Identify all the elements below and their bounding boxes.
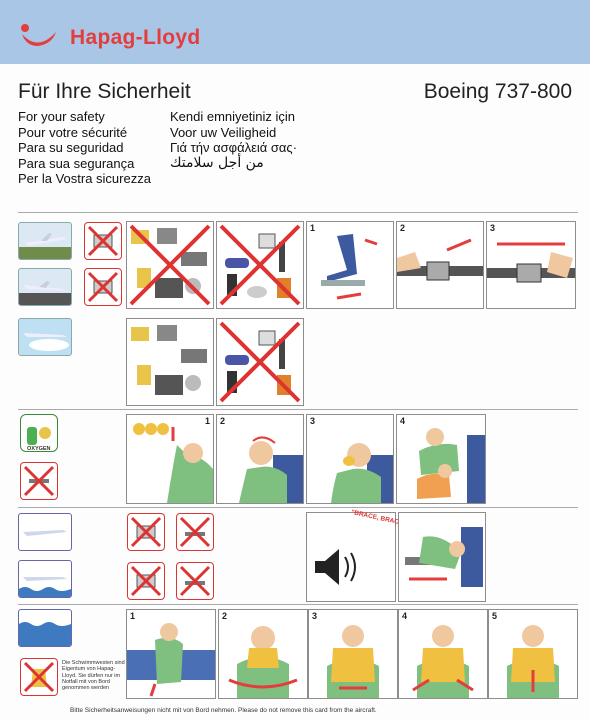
tui-smile-logo-icon: [18, 20, 60, 50]
step-number: 1: [204, 416, 210, 426]
prohibited-devices-panel: [126, 221, 214, 309]
brace-command-text: "BRACE, BRACE: [350, 508, 404, 527]
section-divider: [18, 507, 578, 508]
language-line: Para su seguridad: [18, 140, 124, 155]
no-laptop-icon: [127, 562, 165, 600]
language-line: Per la Vostra sicurezza: [18, 171, 151, 186]
water-icon: [18, 609, 72, 647]
brace-command-panel: [306, 512, 396, 602]
step-number: 1: [130, 611, 136, 621]
step-number: 3: [310, 416, 316, 426]
seat-upright-panel: [306, 221, 394, 309]
oxygen-step-panel: [396, 414, 486, 504]
life-vest-step-panel: [218, 609, 308, 699]
step-number: 2: [222, 611, 228, 621]
language-list-left: [18, 109, 151, 187]
no-laptop-icon: [127, 513, 165, 551]
step-number: 4: [402, 611, 408, 621]
no-tray-icon: [176, 513, 214, 551]
permitted-devices-panel: [126, 318, 214, 406]
language-line: Para sua segurança: [18, 155, 135, 171]
language-line: من أجل سلامتك: [170, 154, 264, 171]
step-number: 2: [400, 223, 406, 233]
brace-position-panel: [398, 512, 486, 602]
no-smoking-icon: [20, 462, 58, 500]
footer-notice: Bitte Sicherheitsanweisungen nicht mit von Bord nehmen. Please do not remove this card from the aircraft.: [70, 707, 377, 714]
brand-name: Hapag-Lloyd: [70, 26, 201, 49]
language-line: Γιά τήν ασφάλειά σας·: [170, 140, 298, 155]
life-vest-step-panel: [488, 609, 578, 699]
life-vest-note: Die Schwimmwesten sind Eigentum von Hapag-Lloyd. Sie dürfen nur im Notfall mit von Bord genommen werden: [62, 660, 125, 692]
no-electronics-icon: [84, 222, 122, 260]
section-divider: [18, 604, 578, 605]
step-number: 3: [312, 611, 318, 621]
life-vest-step-panel: [308, 609, 398, 699]
step-number: 3: [490, 223, 496, 233]
oxygen-step-panel: [216, 414, 304, 504]
seatbelt-fasten-panel: [396, 221, 484, 309]
takeoff-plane-icon: [18, 222, 72, 260]
step-number: 5: [492, 611, 498, 621]
oxygen-step-panel: [306, 414, 394, 504]
section-divider: [18, 409, 578, 410]
no-inflation-inside-icon: [20, 658, 58, 696]
oxygen-step-panel: [126, 414, 214, 504]
landing-plane-icon: [18, 268, 72, 306]
step-number: 2: [220, 416, 226, 426]
language-line: Pour votre sécurité: [18, 124, 128, 140]
prohibited-devices-panel: [216, 221, 304, 309]
step-number: 4: [400, 416, 406, 426]
aircraft-type: Boeing 737-800: [423, 80, 572, 103]
water-landing-plane-icon: [18, 513, 72, 551]
language-line: For your safety: [18, 109, 105, 124]
ditching-plane-icon: [18, 560, 72, 598]
step-number: 1: [310, 223, 316, 233]
no-tray-icon: [176, 562, 214, 600]
life-vest-step-panel: [398, 609, 488, 699]
language-line: Voor uw Veiligheid: [170, 124, 277, 140]
seatbelt-release-panel: [486, 221, 576, 309]
cruise-plane-icon: [18, 318, 72, 356]
no-electronics-icon: [84, 268, 122, 306]
oxygen-label: OXYGEN: [27, 446, 51, 452]
life-vest-step-panel: [126, 609, 216, 699]
section-divider: [18, 212, 578, 213]
page-title: Für Ihre Sicherheit: [18, 80, 191, 103]
language-line: Kendi emniyetiniz için: [170, 109, 296, 124]
prohibited-devices-panel: [216, 318, 304, 406]
language-list-right: [170, 109, 297, 171]
